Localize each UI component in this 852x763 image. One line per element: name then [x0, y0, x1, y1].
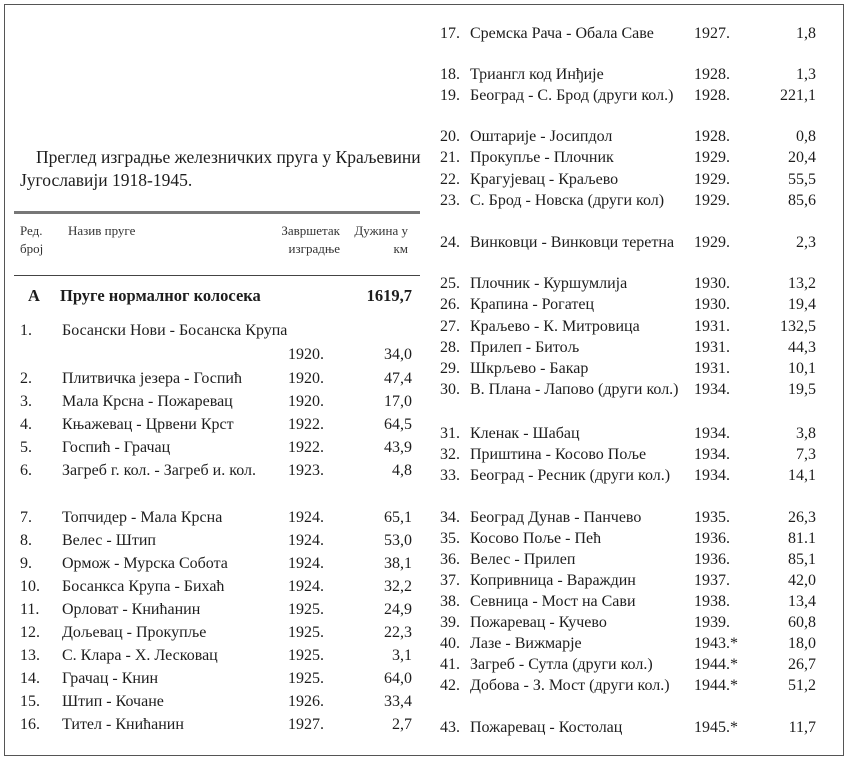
table-row [20, 438, 412, 458]
table-row [20, 508, 412, 528]
route-length: 13,4 [788, 593, 816, 610]
table-row [20, 715, 412, 735]
completion-year: 1929. [694, 171, 730, 188]
route-name: Копривница - Вараждин [470, 572, 636, 589]
table-row [440, 466, 816, 506]
header-bottom-rule [14, 275, 420, 276]
row-number: 36. [440, 551, 460, 568]
completion-year: 1925. [288, 647, 324, 664]
table-row [440, 65, 816, 85]
route-name: Тител - Книћанин [62, 716, 184, 733]
route-length: 38,1 [384, 555, 412, 572]
table-row [20, 461, 412, 501]
route-length: 221,1 [780, 87, 816, 104]
route-length: 19,4 [788, 296, 816, 313]
row-number: 19. [440, 87, 460, 104]
table-row [20, 577, 412, 597]
header-length-km: Дужина у км [354, 223, 408, 256]
route-name: Загреб г. кол. - Загреб и. кол. [62, 462, 256, 479]
table-row [440, 550, 816, 570]
route-length: 1,3 [796, 66, 816, 83]
route-length: 7,3 [796, 446, 816, 463]
route-name: Севница - Мост на Сави [470, 593, 636, 610]
completion-year: 1930. [694, 296, 730, 313]
row-number: 28. [440, 339, 460, 356]
section-name: Пруге нормалног колосека [60, 286, 261, 305]
route-name: Грачац - Книн [62, 670, 159, 687]
route-length: 53,0 [384, 532, 412, 549]
route-length: 13,2 [788, 275, 816, 292]
table-title: Преглед изградње железничких пруга у Краљевини Југославији 1918-1945. [20, 147, 421, 190]
route-length: 32,2 [384, 578, 412, 595]
row-number: 14. [20, 670, 40, 687]
completion-year: 1936. [694, 551, 730, 568]
table-row [440, 127, 816, 147]
completion-year: 1939. [694, 614, 730, 631]
route-name: Пожаревац - Костолац [470, 719, 623, 736]
row-number: 29. [440, 360, 460, 377]
row-number: 37. [440, 572, 460, 589]
route-name: С. Брод - Новска (други кол) [470, 192, 665, 209]
route-name: Крагујевац - Краљево [470, 171, 619, 188]
table-row [440, 148, 816, 168]
route-length: 4,8 [392, 462, 412, 479]
route-name: Београд Дунав - Панчево [470, 509, 642, 526]
row-number: 40. [440, 635, 460, 652]
route-length: 81.1 [788, 530, 816, 547]
table-row [440, 655, 816, 675]
route-length: 44,3 [788, 339, 816, 356]
route-name: Београд - Ресник (други кол.) [470, 467, 671, 484]
table-row [440, 529, 816, 549]
completion-year: 1929. [694, 149, 730, 166]
route-length: 85,6 [788, 192, 816, 209]
route-name: Плочник - Куршумлија [470, 275, 628, 292]
completion-year: 1931. [694, 360, 730, 377]
row-number: 32. [440, 446, 460, 463]
completion-year: 1928. [694, 87, 730, 104]
route-length: 43,9 [384, 439, 412, 456]
row-number: 16. [20, 716, 40, 733]
route-length: 47,4 [384, 370, 412, 387]
route-length: 64,0 [384, 670, 412, 687]
route-length: 3,1 [392, 647, 412, 664]
row-number: 21. [440, 149, 460, 166]
table-row [440, 317, 816, 337]
row-number: 23. [440, 192, 460, 209]
completion-year: 1922. [288, 416, 324, 433]
completion-year: 1926. [288, 693, 324, 710]
row-number: 20. [440, 128, 460, 145]
route-length: 1,8 [796, 25, 816, 42]
completion-year: 1934. [694, 425, 730, 442]
route-length: 18,0 [788, 635, 816, 652]
table-row [440, 424, 816, 444]
completion-year: 1929. [694, 192, 730, 209]
row-number: 22. [440, 171, 460, 188]
table-row [440, 718, 816, 738]
completion-year: 1934. [694, 467, 730, 484]
completion-year: 1934. [694, 381, 730, 398]
route-name: Загреб - Сутла (други кол.) [470, 656, 653, 673]
row-number: 15. [20, 693, 40, 710]
row-number: 42. [440, 677, 460, 694]
row-number: 4. [20, 416, 32, 433]
completion-year: 1925. [288, 601, 324, 618]
route-length: 10,1 [788, 360, 816, 377]
route-length: 55,5 [788, 171, 816, 188]
completion-year: 1935. [694, 509, 730, 526]
table-row [20, 669, 412, 689]
completion-year: 1944.* [694, 677, 738, 694]
row-number: 3. [20, 393, 32, 410]
route-length: 60,8 [788, 614, 816, 631]
table-row [20, 415, 412, 435]
route-length: 33,4 [384, 693, 412, 710]
table-row [20, 600, 412, 620]
header-completion-year: Завршетак изградње [281, 223, 340, 256]
table-row [20, 623, 412, 643]
table-row [440, 613, 816, 633]
table-row [440, 380, 816, 420]
table-row [440, 634, 816, 654]
row-number: 34. [440, 509, 460, 526]
table-row [440, 571, 816, 591]
row-number: 13. [20, 647, 40, 664]
route-length: 14,1 [788, 467, 816, 484]
route-length: 132,5 [780, 318, 816, 335]
row-number: 25. [440, 275, 460, 292]
section-total: 1619,7 [366, 286, 412, 305]
row-number: 18. [440, 66, 460, 83]
row-number: 1. [20, 322, 32, 339]
row-number: 30. [440, 381, 460, 398]
route-length: 11,7 [788, 719, 816, 736]
row-number: 8. [20, 532, 32, 549]
route-name: Сремска Рача - Обала Саве [470, 25, 654, 42]
row-number: 11. [20, 601, 40, 618]
route-name: Књажевац - Црвени Крст [62, 416, 234, 433]
route-name: Велес - Штип [62, 532, 156, 549]
table-row [20, 369, 412, 389]
completion-year: 1924. [288, 509, 324, 526]
table-row [20, 321, 412, 365]
route-name: Шкрљево - Бакар [470, 360, 589, 377]
route-length: 3,8 [796, 425, 816, 442]
completion-year: 1920. [288, 393, 324, 410]
route-name: Триангл код Инђије [470, 66, 604, 83]
route-name: Дољевац - Прокупље [62, 624, 207, 641]
route-name: Кленак - Шабац [470, 425, 580, 442]
route-name: Прокупље - Плочник [470, 149, 614, 166]
section-normal-gauge [20, 285, 412, 307]
table-row [20, 646, 412, 666]
table-row [440, 233, 816, 273]
section-letter: A [28, 286, 40, 305]
route-name: Велес - Прилеп [470, 551, 576, 568]
completion-year: 1944.* [694, 656, 738, 673]
route-name: Косово Поље - Пећ [470, 530, 602, 547]
route-length: 26,7 [788, 656, 816, 673]
route-name: Плитвичка језера - Госпић [62, 370, 242, 387]
route-name: Добова - З. Мост (други кол.) [470, 677, 670, 694]
route-name: Босански Нови - Босанска Крупа [62, 322, 288, 339]
table-row [440, 359, 816, 379]
route-name: Крапина - Рогатец [470, 296, 595, 313]
route-name: Краљево - К. Митровица [470, 318, 640, 335]
route-length: 42,0 [788, 572, 816, 589]
route-length: 24,9 [384, 601, 412, 618]
completion-year: 1924. [288, 578, 324, 595]
table-row [440, 86, 816, 126]
row-number: 2. [20, 370, 32, 387]
row-number: 5. [20, 439, 32, 456]
table-row [20, 392, 412, 412]
row-number: 24. [440, 234, 460, 251]
route-length: 20,4 [788, 149, 816, 166]
completion-year: 1936. [694, 530, 730, 547]
completion-year: 1943.* [694, 635, 738, 652]
completion-year: 1934. [694, 446, 730, 463]
route-name: Топчидер - Мала Крсна [62, 509, 223, 526]
completion-year: 1925. [288, 670, 324, 687]
completion-year: 1927. [694, 25, 730, 42]
route-length: 17,0 [384, 393, 412, 410]
completion-year: 1925. [288, 624, 324, 641]
route-name: Босанкса Крупа - Бихаћ [62, 578, 225, 595]
completion-year: 1945.* [694, 719, 738, 736]
table-row [440, 592, 816, 612]
completion-year: 1927. [288, 716, 324, 733]
route-length: 22,3 [384, 624, 412, 641]
row-number: 27. [440, 318, 460, 335]
header-top-rule [14, 211, 420, 214]
route-length: 19,5 [788, 381, 816, 398]
completion-year: 1931. [694, 339, 730, 356]
table-row [440, 170, 816, 190]
row-number: 12. [20, 624, 40, 641]
header-number: Ред. број [20, 223, 44, 256]
route-length: 34,0 [384, 346, 412, 363]
route-name: В. Плана - Лапово (други кол.) [470, 381, 679, 398]
route-name: Ормож - Мурска Собота [62, 555, 228, 572]
row-number: 43. [440, 719, 460, 736]
completion-year: 1938. [694, 593, 730, 610]
table-row [440, 274, 816, 294]
completion-year: 1928. [694, 128, 730, 145]
route-name: Орловат - Книћанин [62, 601, 201, 618]
route-name: Лазе - Вижмарје [470, 635, 582, 652]
route-length: 65,1 [384, 509, 412, 526]
row-number: 38. [440, 593, 460, 610]
row-number: 39. [440, 614, 460, 631]
table-row [440, 338, 816, 358]
row-number: 33. [440, 467, 460, 484]
row-number: 31. [440, 425, 460, 442]
completion-year: 1920. [288, 346, 324, 363]
route-name: Београд - С. Брод (други кол.) [470, 87, 674, 104]
table-row [440, 676, 816, 716]
route-name: Пожаревац - Кучево [470, 614, 607, 631]
row-number: 10. [20, 578, 40, 595]
row-number: 17. [440, 25, 460, 42]
table-row [440, 191, 816, 231]
route-length: 64,5 [384, 416, 412, 433]
row-number: 26. [440, 296, 460, 313]
route-length: 2,7 [392, 716, 412, 733]
route-length: 0,8 [796, 128, 816, 145]
table-row [20, 692, 412, 712]
completion-year: 1930. [694, 275, 730, 292]
row-number: 6. [20, 462, 32, 479]
completion-year: 1928. [694, 66, 730, 83]
row-number: 41. [440, 656, 460, 673]
table-row [440, 508, 816, 528]
route-name: Винковци - Винковци теретна [470, 234, 675, 251]
route-name: Госпић - Грачац [62, 439, 171, 456]
table-row [440, 295, 816, 315]
row-number: 7. [20, 509, 32, 526]
route-length: 2,3 [796, 234, 816, 251]
completion-year: 1922. [288, 439, 324, 456]
table-row [20, 531, 412, 551]
row-number: 9. [20, 555, 32, 572]
route-name: Мала Крсна - Пожаревац [62, 393, 233, 410]
route-name: С. Клара - Х. Лесковац [62, 647, 218, 664]
route-name: Штип - Кочане [62, 693, 164, 710]
route-name: Прилеп - Битољ [470, 339, 580, 356]
completion-year: 1931. [694, 318, 730, 335]
completion-year: 1924. [288, 555, 324, 572]
route-length: 85,1 [788, 551, 816, 568]
route-name: Приштина - Косово Поље [470, 446, 647, 463]
completion-year: 1929. [694, 234, 730, 251]
row-number: 35. [440, 530, 460, 547]
table-row [20, 554, 412, 574]
header-route-name: Назив пруге [68, 223, 136, 238]
completion-year: 1923. [288, 462, 324, 479]
route-length: 51,2 [788, 677, 816, 694]
completion-year: 1920. [288, 370, 324, 387]
completion-year: 1937. [694, 572, 730, 589]
table-row [440, 445, 816, 465]
route-length: 26,3 [788, 509, 816, 526]
completion-year: 1924. [288, 532, 324, 549]
route-name: Оштарије - Јосипдол [470, 128, 613, 145]
table-row [440, 24, 816, 64]
